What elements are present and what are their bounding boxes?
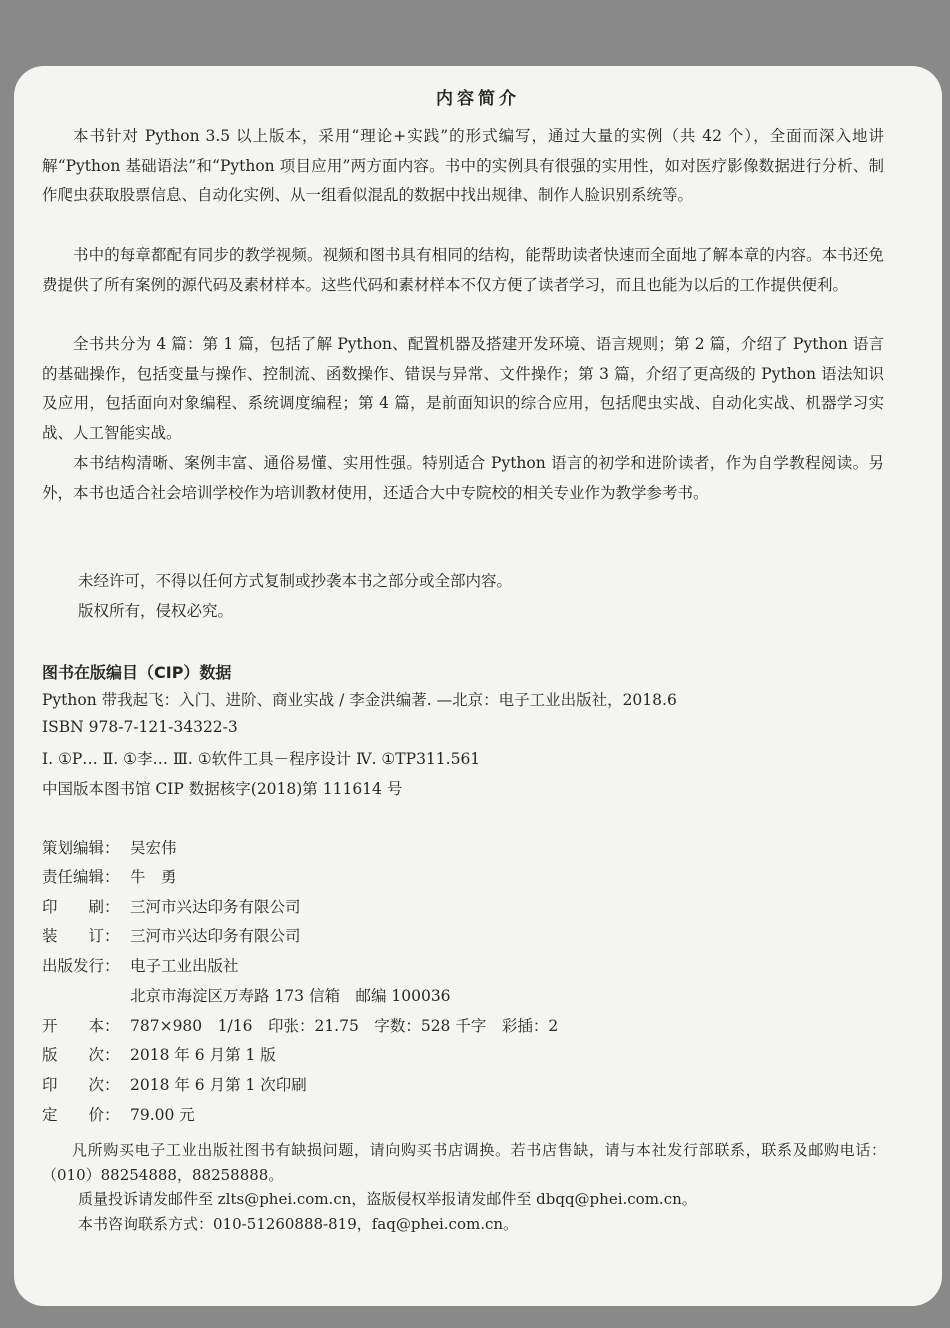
rights-reserved: 版权所有，侵权必究。 [78,602,234,620]
credit-format: 开 本： 787×980 1/16 印张：21.75 字数：528 千字 彩插：2 [42,1017,559,1035]
cip-record: 中国版本图书馆 CIP 数据核字(2018)第 111614 号 [42,780,403,798]
footer-defect-notice: 凡所购买电子工业出版社图书有缺损问题，请向购买书店调换。若书店售缺，请与本社发行部联系，联系及邮购电话：（010）88254888，88258888。 [42,1141,886,1184]
credit-price: 定 价： 79.00 元 [42,1106,195,1124]
intro-title: 内容简介 [436,89,520,109]
intro-paragraph-2: 书中的每章都配有同步的教学视频。视频和图书具有相同的结构，能帮助读者快速而全面地了解本章的内容。本书还免费提供了所有案例的源代码及素材样本。这些代码和素材样本不仅方便了读者学习，而且也能为以后的工作提供便利。 [42,246,884,294]
intro-paragraph-4: 本书结构清晰、案例丰富、通俗易懂、实用性强。特别适合 Python 语言的初学和进阶读者，作为自学教程阅读。另外，本书也适合社会培训学校作为培训教材使用，还适合大中专院校的相关专业作为教学参考书。 [42,454,884,502]
credit-planning-editor: 策划编辑： 吴宏伟 [42,839,177,857]
credit-edition: 版 次： 2018 年 6 月第 1 版 [42,1046,276,1064]
cip-isbn: ISBN 978-7-121-34322-3 [42,718,238,736]
intro-paragraph-1: 本书针对 Python 3.5 以上版本，采用“理论+实践”的形式编写，通过大量的实例（共 42 个），全面而深入地讲解“Python 基础语法”和“Python 项目应用”两方面内容。书中的实例具有很强的实用性，如对医疗影像数据进行分析、制作爬虫获取股票信息、自动化实例、从一组看似混乱的数据中找出规律、制作人脸识别系统等。 [42,127,884,205]
intro-paragraph-3: 全书共分为 4 篇：第 1 篇，包括了解 Python、配置机器及搭建开发环境、语言规则；第 2 篇，介绍了 Python 语言的基础操作，包括变量与操作、控制流、函数操作、错误与异常、文件操作；第 3 篇，介绍了更高级的 Python 语法知识及应用，包括面向对象编程、系统调度编程；第 4 篇，是前面知识的综合应用，包括爬虫实战、自动化实战、机器学习实战、人工智能实战。 [42,335,884,443]
credit-binding: 装 订： 三河市兴达印务有限公司 [42,927,301,945]
credit-impression: 印 次： 2018 年 6 月第 1 次印刷 [42,1076,307,1094]
cip-classification: Ⅰ. ①P… Ⅱ. ①李… Ⅲ. ①软件工具－程序设计 Ⅳ. ①TP311.561 [42,750,481,768]
page [14,66,942,1306]
credit-printing: 印 刷： 三河市兴达印务有限公司 [42,898,301,916]
cip-heading: 图书在版编目（CIP）数据 [42,663,232,682]
credit-address: 北京市海淀区万寿路 173 信箱 邮编 100036 [130,987,451,1005]
credit-responsible-editor: 责任编辑： 牛 勇 [42,868,177,886]
copyright-notice: 未经许可，不得以任何方式复制或抄袭本书之部分或全部内容。 [78,572,513,590]
credit-publisher: 出版发行： 电子工业出版社 [42,957,239,975]
cip-title-line: Python 带我起飞：入门、进阶、商业实战 / 李金洪编著. —北京：电子工业出版社，2018.6 [42,691,677,709]
footer-contact: 本书咨询联系方式：010-51260888-819，faq@phei.com.cn。 [78,1215,519,1233]
footer-complaint-emails: 质量投诉请发邮件至 zlts@phei.com.cn，盗版侵权举报请发邮件至 dbqq@phei.com.cn。 [78,1190,697,1208]
